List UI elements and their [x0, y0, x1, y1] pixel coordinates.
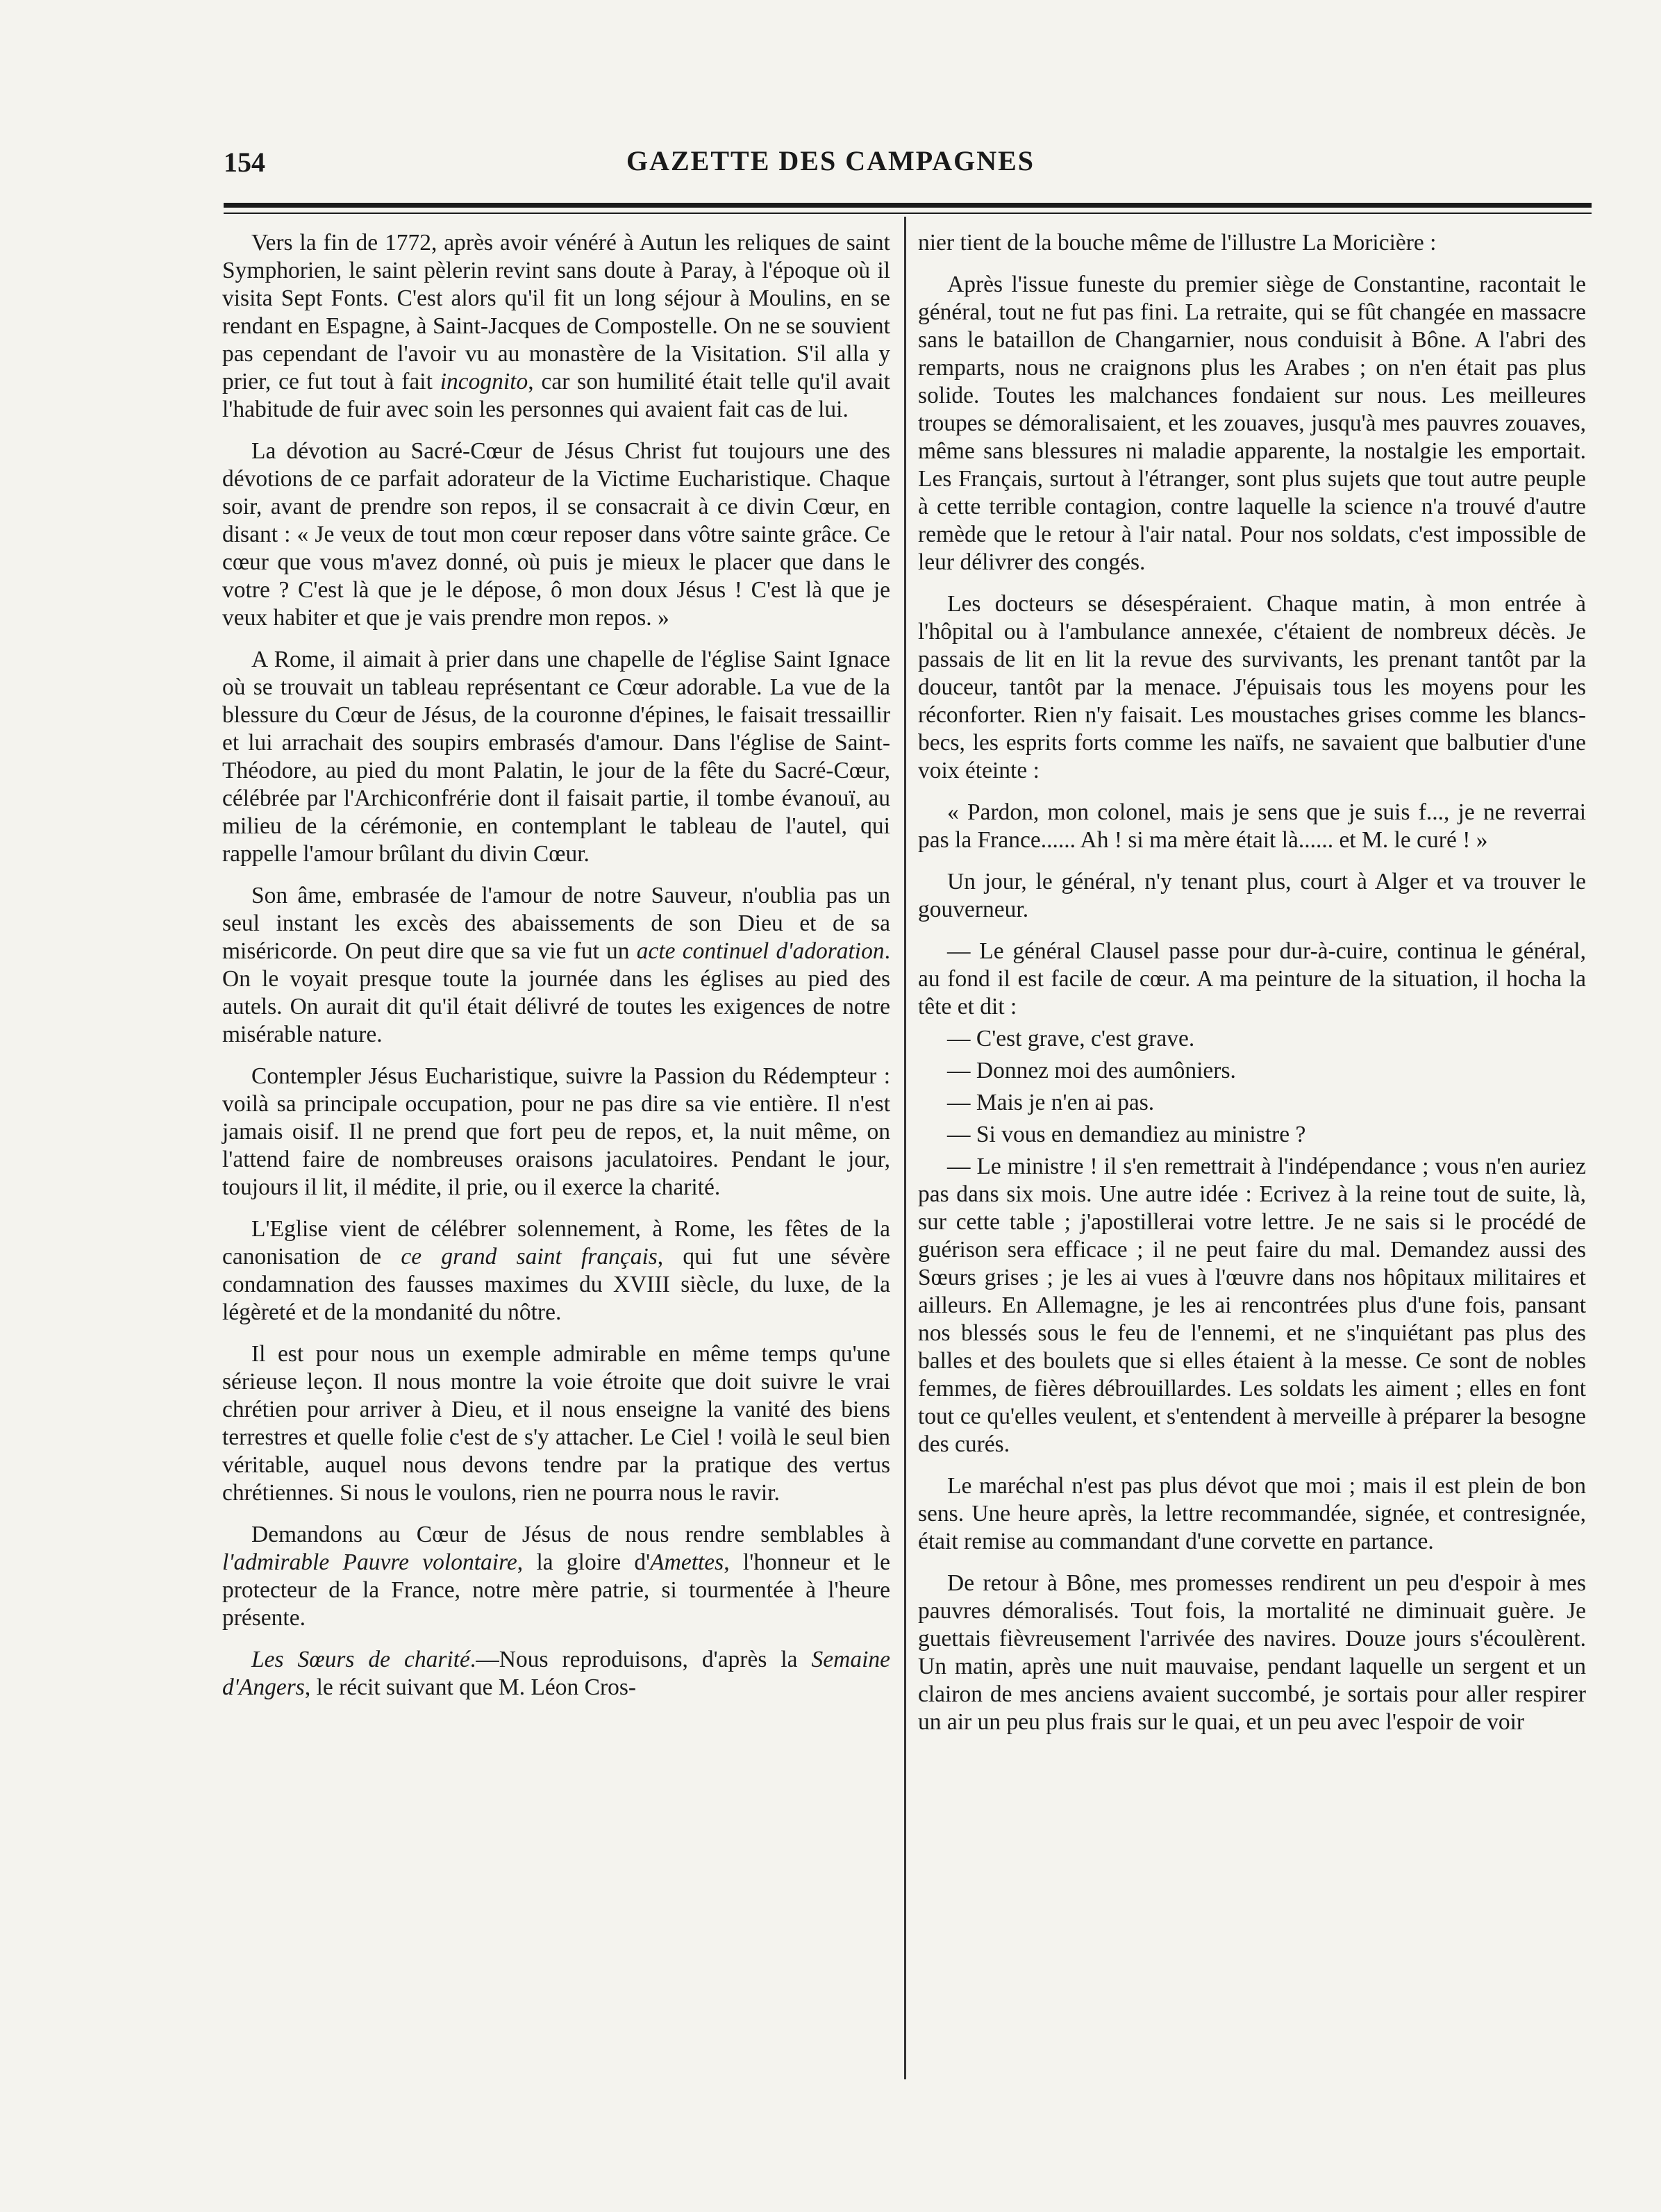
paragraph: — Le ministre ! il s'en remettrait à l'indépendance ; vous n'en auriez pas dans six mois. Une autre idée : Ecrivez à la reine tout de suite, là, sur cette table ; j'apostillerai votre lettre. Je ne sais si le procédé de guérison sera efficace ; il ne peut faire du mal. Demandez aussi des Sœurs grises ; je les ai vues à l'œuvre dans nos hôpitaux militaires et ailleurs. En Allemagne, je les ai rencontrées plus d'une fois, pansant nos blessés sous le feu de l'ennemi, et ne s'inquiétant pas plus des balles et des boulets que si elles étaient à la messe. Ce sont de nobles femmes, de fières débrouillardes. Les soldats les aiment ; elles en font tout ce qu'elles veulent, et s'entendent à merveille à préparer la besogne des curés. — [918, 1154, 1586, 1457]
dialogue-line: — Donnez moi des aumôniers. — [947, 1058, 1236, 1083]
header-rule-thick — [224, 203, 1592, 208]
paragraph: Il est pour nous un exemple admirable en même temps qu'une sérieuse leçon. Il nous montre la voie étroite que doit suivre le vrai chrétien pour arriver à Dieu, et il nous enseigne la vanité des biens terrestres et quelle folie c'est de s'y attacher. Le Ciel ! voilà le seul bien véritable, auquel nous devons tendre par la pratique des vertus chrétiennes. Si nous le voulons, rien ne pourra nous le ravir. — [222, 1341, 890, 1506]
paragraph: De retour à Bône, mes promesses rendirent un peu d'espoir à mes pauvres démoralisés. Tout fois, la mortalité ne diminuait guère. Je guettais fièvreusement l'arrivée des navires. Douze jours s'écoulèrent. Un matin, après une nuit mauvaise, pendant laquelle un sergent et un clairon de mes anciens avaient succombé, je sortais pour aller respirer un air un peu plus frais sur le quai, et un peu avec l'espoir de voir — [918, 1570, 1586, 1735]
paragraph: nier tient de la bouche même de l'illustre La Moricière : — [918, 230, 1437, 256]
page-number: 154 — [224, 147, 265, 178]
right-column — [918, 229, 1586, 1750]
paragraph: A Rome, il aimait à prier dans une chapelle de l'église Saint Ignace où se trouvait un tableau représentant ce Cœur adorable. La vue de la blessure du Cœur de Jésus, de la couronne d'épines, le faisait tressaillir et lui arrachait des soupirs embrasés d'amour. Dans l'église de Saint-Théodore, au pied du mont Palatin, le jour de la fête du Sacré-Cœur, célébrée par l'Archiconfrérie dont il faisait partie, il tombe évanouï, au milieu de la cérémonie, en contemplant le tableau de l'autel, qui rappelle l'amour brûlant du divin Cœur. — [222, 647, 890, 867]
paragraph: Le maréchal n'est pas plus dévot que moi ; mais il est plein de bon sens. Une heure après, la lettre recommandée, signée, et contresignée, était remise au commandant d'une corvette en partance. — [918, 1473, 1586, 1554]
paragraph: Les Sœurs de charité.—Nous reproduisons, d'après la Semaine d'Angers, le récit suivant que M. Léon Cros- — [222, 1647, 891, 1700]
paragraph: Les docteurs se désespéraient. Chaque matin, à mon entrée à l'hôpital ou à l'ambulance annexée, c'étaient de nombreux décès. Je passais de lit en lit la revue des survivants, les prenant tantôt par la douceur, tantôt par la menace. J'épuisais tous les moyens pour les réconforter. Rien n'y faisait. Les moustaches grises comme les blancs-becs, les esprits forts comme les naïfs, ne savaient que balbutier d'une voix éteinte : — [918, 591, 1586, 783]
left-column — [222, 229, 890, 1715]
paragraph: Vers la fin de 1772, après avoir vénéré à Autun les reliques de saint Symphorien, le saint pèlerin revint sans doute à Paray, à l'époque où il visita Sept Fonts. C'est alors qu'il fit un long séjour à Moulins, en se rendant en Espagne, à Saint-Jacques de Compostelle. On ne se souvient pas cependant de l'avoir vu au monastère de la Visitation. S'il alla y prier, ce fut tout à fait incognito, car son humilité était telle qu'il avait l'habitude de fuir avec soin les personnes qui avaient fait cas de lui. — [222, 230, 890, 422]
paragraph: La dévotion au Sacré-Cœur de Jésus Christ fut toujours une des dévotions de ce parfait adorateur de la Victime Eucharistique. Chaque soir, avant de prendre son repos, il se consacrait à ce divin Cœur, en disant : « Je veux de tout mon cœur reposer dans vôtre sainte grâce. Ce cœur que vous m'avez donné, où puis je mieux le placer que dans le votre ? C'est là que je le dépose, ô mon doux Jésus ! C'est là que je veux habiter et que je vais prendre mon repos. » — [222, 438, 890, 631]
dialogue-line: — Si vous en demandiez au ministre ? — [947, 1122, 1306, 1147]
paragraph: Contempler Jésus Eucharistique, suivre la Passion du Rédempteur : voilà sa principale occupation, pour ne pas dire sa vie entière. Il n'est jamais oisif. Il ne prend que fort peu de repos, et, la nuit même, on l'attend faire de nombreuses oraisons jaculatoires. Pendant le jour, toujours il lit, il médite, il prie, ou il exerce la charité. — [222, 1063, 890, 1200]
column-divider — [904, 217, 906, 2079]
paragraph: Demandons au Cœur de Jésus de nous rendre semblables à l'admirable Pauvre volontaire, la gloire d'Amettes, l'honneur et le protecteur de la France, notre mère patrie, si tourmentée à l'heure présente. — [222, 1522, 890, 1631]
dialogue-line: — C'est grave, c'est grave. — [947, 1026, 1195, 1051]
running-title: GAZETTE DES CAMPAGNES — [626, 145, 1035, 176]
paragraph: L'Eglise vient de célébrer solennement, à Rome, les fêtes de la canonisation de ce grand saint français, qui fut une sévère condamnation des fausses maximes du XVIII siècle, du luxe, de la légèreté et de la mondanité du nôtre. — [222, 1216, 890, 1325]
paragraph: Un jour, le général, n'y tenant plus, court à Alger et va trouver le gouverneur. — [918, 869, 1586, 922]
paragraph: Son âme, embrasée de l'amour de notre Sauveur, n'oublia pas un seul instant les excès des abaissements de son Dieu et de sa miséricorde. On peut dire que sa vie fut un acte continuel d'adoration. On le voyait presque toute la journée dans les églises au pied des autels. On aurait dit qu'il était délivré de toutes les exigences de notre misérable nature. — [222, 883, 890, 1047]
paragraph: — Le général Clausel passe pour dur-à-cuire, continua le général, au fond il est facile de cœur. A ma peinture de la situation, il hocha la tête et dit : — [918, 938, 1586, 1020]
paragraph: Après l'issue funeste du premier siège de Constantine, racontait le général, tout ne fut pas fini. La retraite, qui se fût changée en massacre sans le bataillon de Changarnier, nous conduisit à Bône. A l'abri des remparts, nous ne craignons plus les Arabes ; on n'en était pas plus solide. Toutes les malchances fondaient sur nous. Les meilleures troupes se démoralisaient, et les zouaves, jusqu'à mes pauvres zouaves, même sans blessures ni maladie apparente, la nostalgie les emportait. Les Français, surtout à l'étranger, sont plus sujets que tout autre peuple à cette terrible contagion, contre laquelle la science n'a trouvé d'autre remède que le retour à l'air natal. Pour nos soldats, c'est impossible de leur délivrer des congés. — [918, 272, 1586, 575]
header-rule-thin — [224, 213, 1592, 214]
paragraph: « Pardon, mon colonel, mais je sens que je suis f..., je ne reverrai pas la France...... Ah ! si ma mère était là...... et M. le curé ! » — [918, 799, 1586, 853]
dialogue-line: — Mais je n'en ai pas. — [947, 1090, 1155, 1115]
